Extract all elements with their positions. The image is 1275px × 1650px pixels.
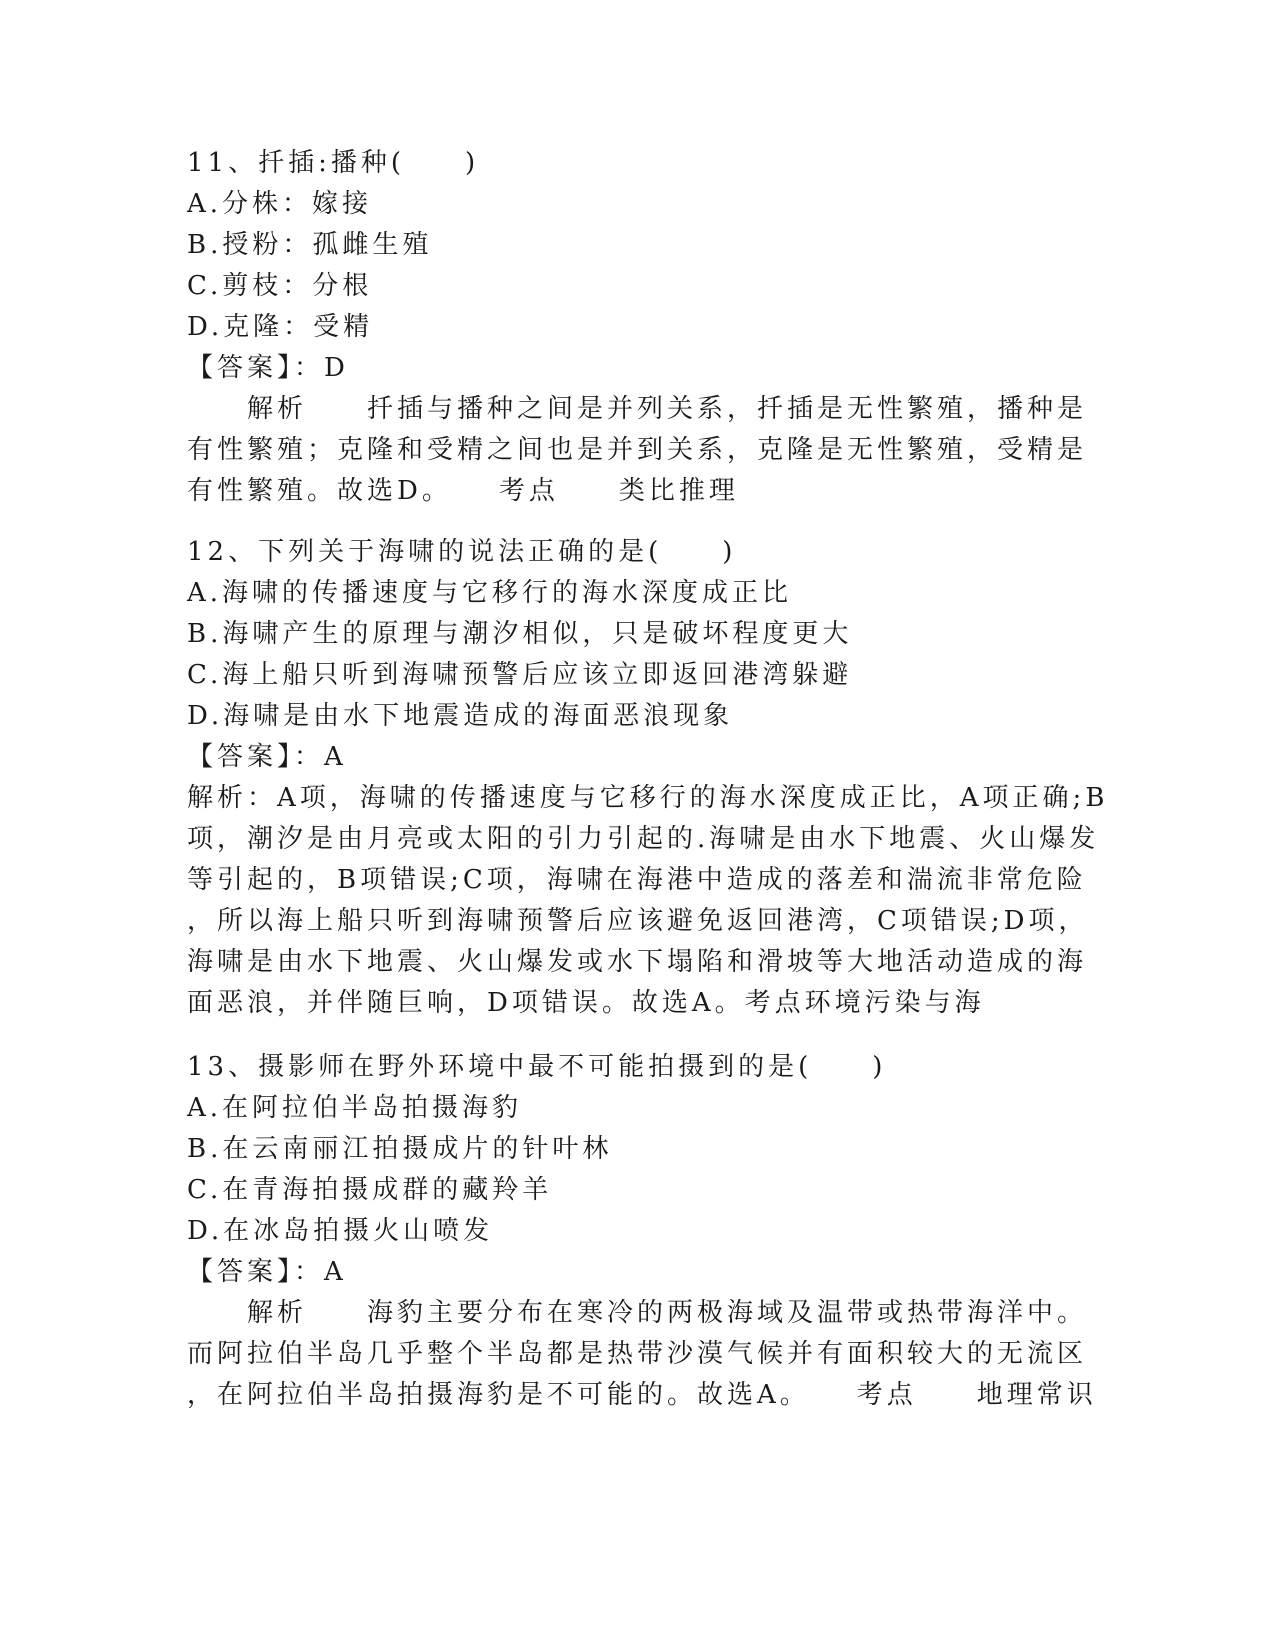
question-11-option-c: C.剪枝：分根 <box>187 271 373 301</box>
question-12-analysis-line: 海啸是由水下地震、火山爆发或水下塌陷和滑坡等大地活动造成的海 <box>187 947 1088 977</box>
question-12-option-d: D.海啸是由水下地震造成的海面恶浪现象 <box>187 701 734 731</box>
question-12-stem: 12、下列关于海啸的说法正确的是( ) <box>187 537 737 567</box>
question-12-analysis-line: 等引起的，B项错误;C项，海啸在海港中造成的落差和湍流非常危险 <box>187 865 1087 895</box>
question-13-stem: 13、摄影师在野外环境中最不可能拍摄到的是( ) <box>187 1052 887 1082</box>
question-13-option-c: C.在青海拍摄成群的藏羚羊 <box>187 1175 553 1205</box>
question-13-analysis-line: 解析 海豹主要分布在寒冷的两极海域及温带或热带海洋中。 <box>187 1298 1088 1328</box>
question-13-option-a: A.在阿拉伯半岛拍摄海豹 <box>187 1093 523 1123</box>
question-11-analysis-line: 有性繁殖。故选D。 考点 类比推理 <box>187 476 739 506</box>
question-12-option-a: A.海啸的传播速度与它移行的海水深度成正比 <box>187 578 793 608</box>
question-13-option-d: D.在冰岛拍摄火山喷发 <box>187 1216 494 1246</box>
question-11-answer: 【答案】：D <box>187 353 349 383</box>
question-11-option-a: A.分株：嫁接 <box>187 189 373 219</box>
question-11-stem: 11、扦插:播种( ) <box>187 148 480 178</box>
question-11-analysis-line: 有性繁殖；克隆和受精之间也是并到关系，克隆是无性繁殖，受精是 <box>187 435 1088 465</box>
question-12-analysis-line: ，所以海上船只听到海啸预警后应该避免返回港湾，C项错误;D项， <box>187 906 1089 936</box>
question-12-option-c: C.海上船只听到海啸预警后应该立即返回港湾躲避 <box>187 660 853 690</box>
question-13-answer: 【答案】：A <box>187 1257 347 1287</box>
question-12-answer: 【答案】：A <box>187 742 347 772</box>
question-13-option-b: B.在云南丽江拍摄成片的针叶林 <box>187 1134 613 1164</box>
question-11-option-d: D.克隆：受精 <box>187 312 374 342</box>
question-11-option-b: B.授粉：孤雌生殖 <box>187 230 433 260</box>
question-13-analysis-line: ，在阿拉伯半岛拍摄海豹是不可能的。故选A。 考点 地理常识 <box>187 1380 1097 1410</box>
question-12-analysis-line: 项，潮汐是由月亮或太阳的引力引起的.海啸是由水下地震、火山爆发 <box>187 824 1100 854</box>
question-12-option-b: B.海啸产生的原理与潮汐相似，只是破坏程度更大 <box>187 619 853 649</box>
question-13-analysis-line: 而阿拉伯半岛几乎整个半岛都是热带沙漠气候并有面积较大的无流区 <box>187 1339 1088 1369</box>
question-11-analysis-line: 解析 扦插与播种之间是并列关系，扦插是无性繁殖，播种是 <box>187 394 1088 424</box>
question-12-analysis-line: 解析：A项，海啸的传播速度与它移行的海水深度成正比，A项正确;B <box>187 783 1109 813</box>
question-12-analysis-line: 面恶浪，并伴随巨响，D项错误。故选A。考点环境污染与海 <box>187 988 985 1018</box>
